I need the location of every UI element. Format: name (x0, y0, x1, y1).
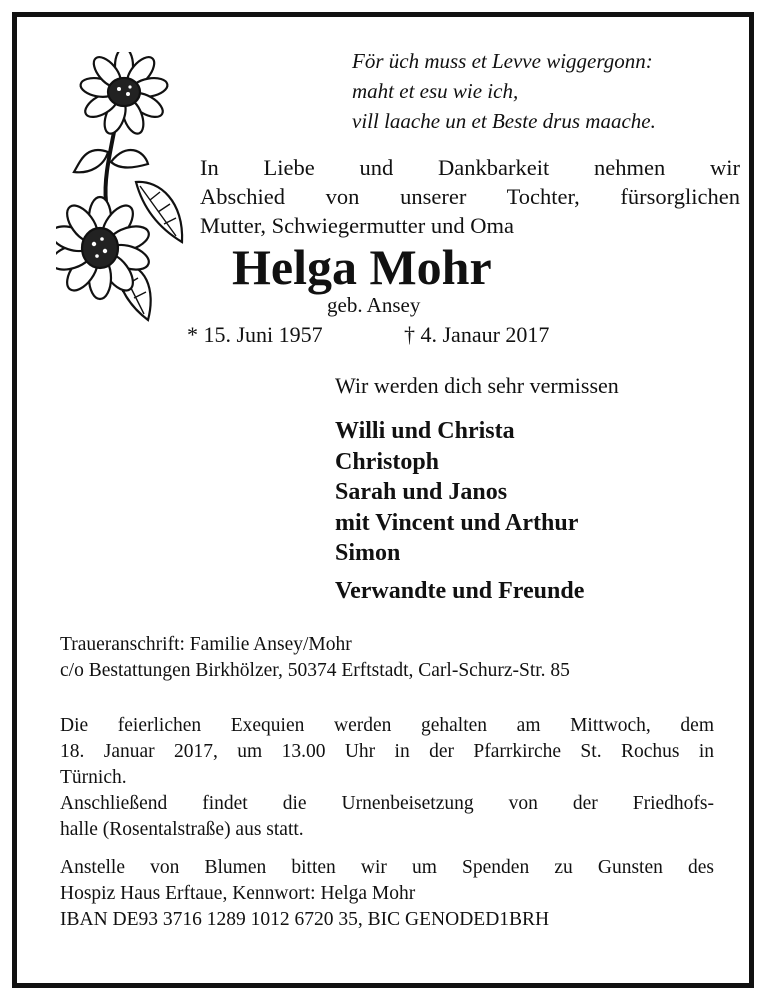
family-member: Christoph (335, 448, 440, 475)
farewell-line: Wir werden dich sehr vermissen (335, 373, 619, 398)
poem (352, 46, 656, 136)
donation-line: IBAN DE93 3716 1289 1012 6720 35, BIC GENODED1BRH (60, 909, 550, 930)
donation-line: Hospiz Haus Erftaue, Kennwort: Helga Mohr (60, 883, 416, 904)
family-list (335, 416, 578, 569)
service-line: Die feierlichen Exequien werden gehalten am Mittwoch, dem (60, 715, 714, 736)
service-line: halle (Rosentalstraße) aus statt. (60, 819, 304, 840)
maiden-name: geb. Ansey (327, 293, 421, 317)
intro-line: Abschied von unserer Tochter, fürsorglichen (200, 184, 740, 209)
poem-line: vill laache un et Beste drus maache. (352, 109, 656, 133)
mourning-address (60, 632, 714, 684)
family-member: Sarah und Janos (335, 479, 508, 505)
service-info (60, 713, 714, 843)
service-line: Türnich. (60, 767, 127, 788)
donation-info (60, 855, 714, 933)
family-member: Simon (335, 540, 401, 566)
intro-line: Mutter, Schwiegermutter und Oma (200, 213, 515, 238)
death-date: † 4. Janaur 2017 (404, 322, 550, 347)
family-member: Willi und Christa (335, 418, 515, 444)
poem-line: maht et esu wie ich, (352, 79, 519, 103)
family-member: mit Vincent und Arthur (335, 509, 579, 536)
poem-line: För üch muss et Levve wiggergonn: (352, 49, 653, 73)
sunflower-icon (56, 52, 190, 328)
donation-line: Anstelle von Blumen bitten wir um Spenden zu Gunsten des (60, 857, 714, 878)
intro-text (200, 153, 740, 240)
address-line: Traueranschrift: Familie Ansey/Mohr (60, 634, 352, 655)
relatives-line: Verwandte und Freunde (335, 578, 585, 604)
birth-date: * 15. Juni 1957 (187, 322, 323, 347)
address-line: c/o Bestattungen Birkhölzer, 50374 Erftstadt, Carl-Schurz-Str. 85 (60, 660, 570, 681)
service-line: Anschließend findet die Urnenbeisetzung von der Friedhofs- (60, 793, 714, 814)
intro-line: In Liebe und Dankbarkeit nehmen wir (200, 155, 740, 180)
service-line: 18. Januar 2017, um 13.00 Uhr in der Pfarrkirche St. Rochus in (60, 741, 714, 762)
deceased-name: Helga Mohr (232, 239, 492, 295)
